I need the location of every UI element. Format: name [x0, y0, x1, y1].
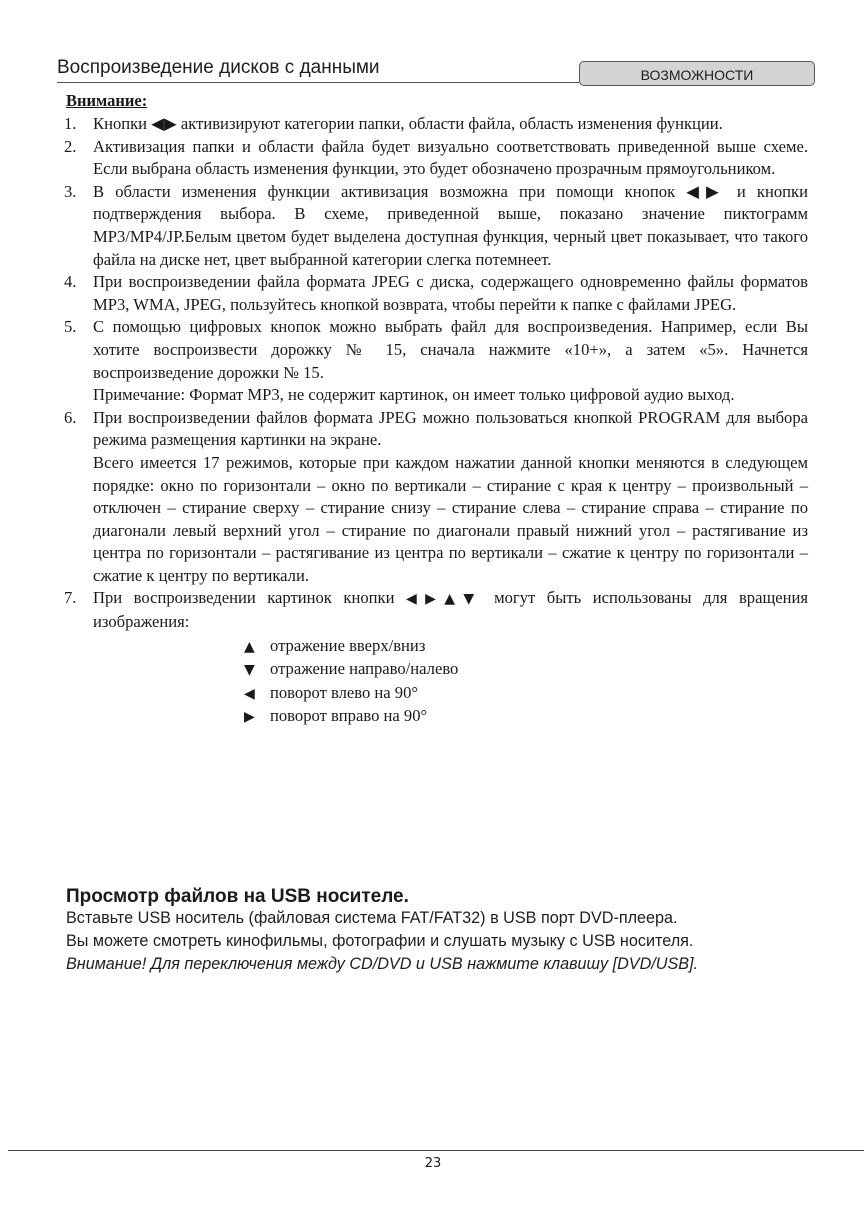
header-title: Воспроизведение дисков с данными	[57, 57, 380, 78]
rotation-text: поворот влево на 90°	[270, 682, 419, 702]
rotation-item	[151, 658, 808, 682]
note-text: В области изменения функции активизация возможна при помощи кнопок ◀▶ и кнопки подтверждения выбора. В схеме, приведенной выше, показано значение пиктограмм MP3/MP4/JP.Белым цветом будет выделена доступная функция, черный цвет показывает, что такого файла на диске нет, цвет выбранной категории слегка потемнеет.	[93, 181, 808, 269]
rotation-item	[151, 635, 808, 659]
footer-rule	[8, 1150, 864, 1151]
note-item	[0, 113, 808, 136]
rotation-list	[93, 635, 808, 729]
usb-section-title: Просмотр файлов на USB носителе.	[66, 886, 409, 907]
note-item	[0, 136, 808, 181]
note-item	[0, 316, 808, 406]
rotation-text: отражение направо/налево	[270, 659, 459, 679]
note-text: При воспроизведении файлов формата JPEG можно пользоваться кнопкой PROGRAM для выбора режима размещения картинки на экране.	[93, 407, 808, 450]
rotation-item	[151, 705, 808, 729]
note-number: 1.	[64, 114, 77, 133]
arrow-down-icon: ▼	[244, 662, 255, 679]
note-text	[93, 587, 808, 633]
rotation-item	[151, 682, 808, 706]
note-number: 2.	[64, 136, 77, 156]
rotation-text: отражение вверх/вниз	[270, 635, 426, 655]
note-number: 6.	[64, 407, 77, 427]
header-rule	[57, 82, 579, 83]
usb-warning: Внимание! Для переключения между CD/DVD и USB нажмите клавишу [DVD/USB].	[66, 955, 699, 973]
note-number: 5.	[64, 317, 77, 337]
note-modes-list: Всего имеется 17 режимов, которые при каждом нажатии данной кнопки меняются в следующем порядке: окно по горизонтали – окно по вертикали – стирание с края к центру – произвольный – отключен – стирание сверху – стирание снизу – стирание слева – стирание справа – стирание по диагонали левый верхний угол – стирание по диагонали правый нижний угол – растягивание из центра по горизонтали – растягивание из центра по вертикали – сжатие к центру по горизонтали – сжатие к центру по вертикали.	[93, 452, 808, 585]
arrow-right-icon: ▶	[244, 709, 255, 726]
note-text: Активизация папки и области файла будет визуально соответствовать приведенной выше схеме. Если выбрана область изменения функции, это будет обозначено прозрачным прямоугольником.	[93, 136, 808, 179]
note-remark: Примечание: Формат MP3, не содержит картинок, он имеет только цифровой аудио выход.	[93, 385, 735, 405]
note-text-before: При воспроизведении картинок кнопки	[93, 588, 395, 608]
note-item	[0, 181, 808, 271]
usb-text-line: Вы можете смотреть кинофильмы, фотографии и слушать музыку с USB носителя.	[66, 932, 694, 950]
arrow-up-icon: ▲	[244, 638, 255, 655]
rotation-text: поворот вправо на 90°	[270, 706, 428, 726]
note-number: 7.	[64, 588, 77, 608]
attention-heading: Внимание:	[66, 91, 148, 110]
section-tab: ВОЗМОЖНОСТИ	[579, 61, 815, 86]
page-number: 23	[424, 1156, 442, 1171]
arrow-left-icon: ◀	[244, 685, 255, 702]
usb-text-line: Вставьте USB носитель (файловая система FAT/FAT32) в USB порт DVD-плеера.	[66, 909, 678, 927]
note-number: 4.	[64, 272, 77, 292]
notes-list	[0, 113, 808, 729]
arrow-keys-icon: ◀▶▲▼	[406, 591, 483, 608]
note-text: С помощью цифровых кнопок можно выбрать файл для воспроизведения. Например, если Вы хотите воспроизвести дорожку № 15, сначала нажмите «10+», а затем «5». Начнется воспроизведение дорожки № 15.	[93, 317, 808, 382]
note-item	[0, 587, 808, 729]
note-number: 3.	[64, 181, 77, 201]
note-text: При воспроизведении файла формата JPEG с диска, содержащего одновременно файлы форматов MP3, WMA, JPEG, пользуйтесь кнопкой возврата, чтобы перейти к папке с файлами JPEG.	[93, 272, 808, 314]
note-item	[0, 271, 808, 316]
note-text-after: могут быть использованы для вращения изображения:	[93, 588, 808, 632]
note-text: Кнопки ◀▶ активизируют категории папки, области файла, область изменения функции.	[93, 114, 723, 133]
note-item	[0, 407, 808, 588]
